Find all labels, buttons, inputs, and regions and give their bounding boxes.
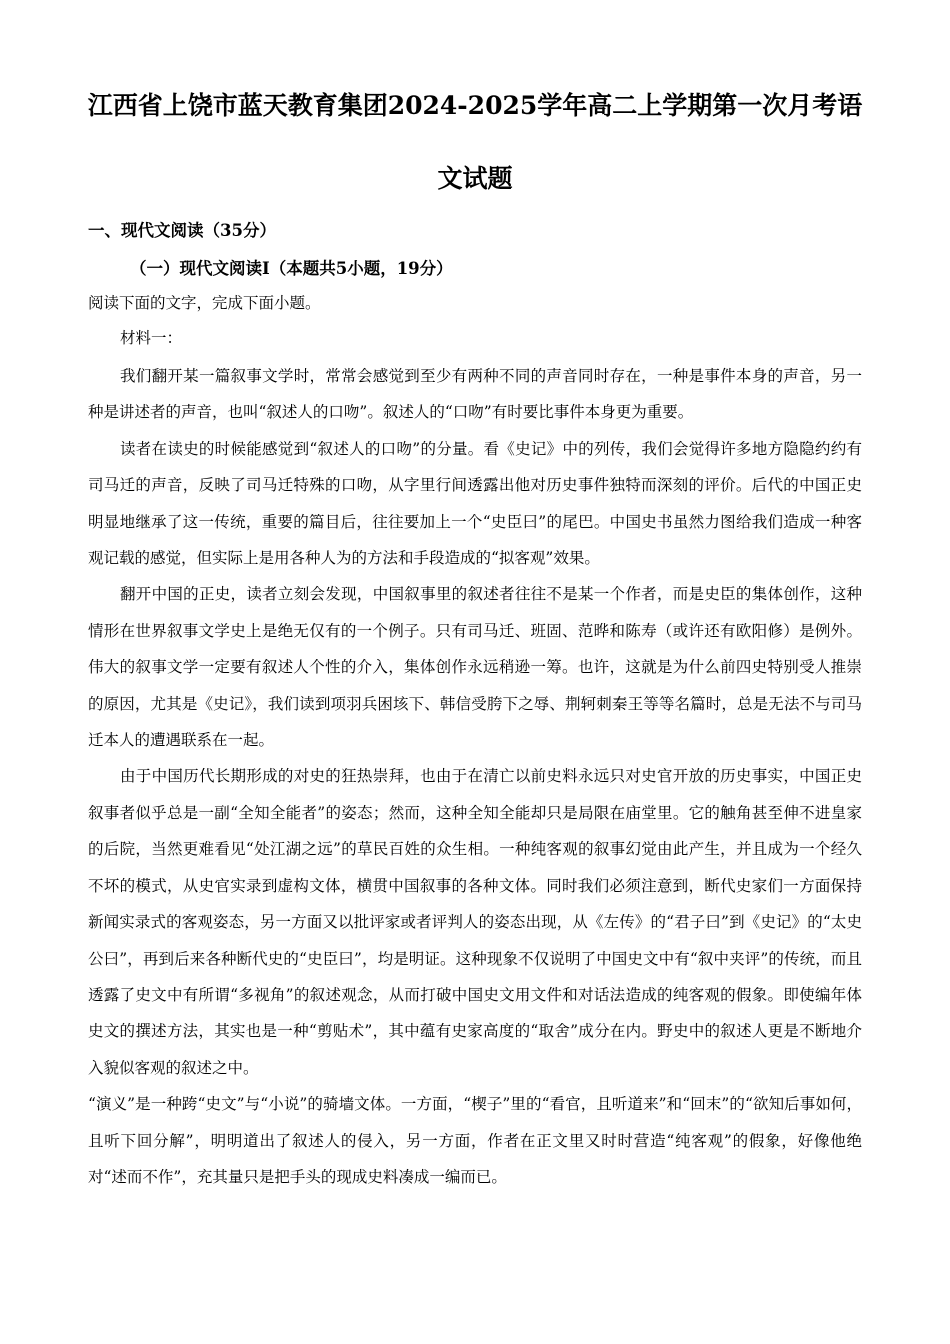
passage-paragraph: 翻开中国的正史，读者立刻会发现，中国叙事里的叙述者往往不是某一个作者，而是史臣的集体创作，这种情形在世界叙事文学史上是绝无仅有的一个例子。只有司马迁、班固、范晔和陈寿（或许还有欧阳修）是例外。伟大的叙事文学一定要有叙述人个性的介入，集体创作永远稍逊一筹。也许，这就是为什么前四史特别受人推崇的原因，尤其是《史记》，我们读到项羽兵困垓下、韩信受胯下之辱、荆轲刺秦王等等名篇时，总是无法不与司马迁本人的遭遇联系在一起。 <box>88 585 862 750</box>
passage-paragraph: 由于中国历代长期形成的对史的狂热崇拜，也由于在清亡以前史料永远只对史官开放的历史事实，中国正史叙事者似乎总是一副“全知全能者”的姿态；然而，这种全知全能却只是局限在庙堂里。它的触角甚至伸不进皇家的后院，当然更难看见“处江湖之远”的草民百姓的众生相。一种纯客观的叙事幻觉由此产生，并且成为一个经久不坏的模式，从史官实录到虚构文体，横贯中国叙事的各种文体。同时我们必须注意到，断代史家们一方面保持新闻实录式的客观姿态，另一方面又以批评家或者评判人的姿态出现，从《左传》的“君子曰”到《史记》的“太史公曰”，再到后来各种断代史的“史臣曰”，均是明证。这种现象不仅说明了中国史文中有“叙中夹评”的传统，而且透露了史文中有所谓“多视角”的叙述观念，从而打破中国史文用文件和对话法造成的纯客观的假象。即使编年体史文的撰述方法，其实也是一种“剪贴术”，其中蕴有史家高度的“取舍”成分在内。野史中的叙述人更是不断地介入貌似客观的叙述之中。 <box>88 767 862 1077</box>
subsection-heading: （一）现代文阅读Ⅰ（本题共5小题，19分） <box>130 259 453 278</box>
passage-body <box>88 358 862 1195</box>
reading-instruction: 阅读下面的文字，完成下面小题。 <box>88 294 321 312</box>
passage-paragraph: “演义”是一种跨“史文”与“小说”的骑墙文体。一方面，“楔子”里的“看官，且听道来”和“回末”的“欲知后事如何，且听下回分解”，明明道出了叙述人的侵入，另一方面，作者在正文里又时时营造“纯客观”的假象，好像他绝对“述而不作”，充其量只是把手头的现成史料凑成一编而已。 <box>88 1095 862 1186</box>
section-heading: 一、现代文阅读（35分） <box>88 221 276 240</box>
material-label: 材料一： <box>120 329 183 347</box>
passage-paragraph: 读者在读史的时候能感觉到“叙述人的口吻”的分量。看《史记》中的列传，我们会觉得许多地方隐隐约约有司马迁的声音，反映了司马迁特殊的口吻，从字里行间透露出他对历史事件独特而深刻的评价。后代的中国正史明显地继承了这一传统，重要的篇目后，往往要加上一个“史臣曰”的尾巴。中国史书虽然力图给我们造成一种客观记载的感觉，但实际上是用各种人为的方法和手段造成的“拟客观”效果。 <box>88 439 862 568</box>
passage-paragraph: 我们翻开某一篇叙事文学时，常常会感觉到至少有两种不同的声音同时存在，一种是事件本身的声音，另一种是讲述者的声音，也叫“叙述人的口吻”。叙述人的“口吻”有时要比事件本身更为重要。 <box>88 367 862 422</box>
document-title-line-2: 文试题 <box>437 164 513 193</box>
document-title-line-1: 江西省上饶市蓝天教育集团2024-2025学年高二上学期第一次月考语 <box>87 91 863 120</box>
